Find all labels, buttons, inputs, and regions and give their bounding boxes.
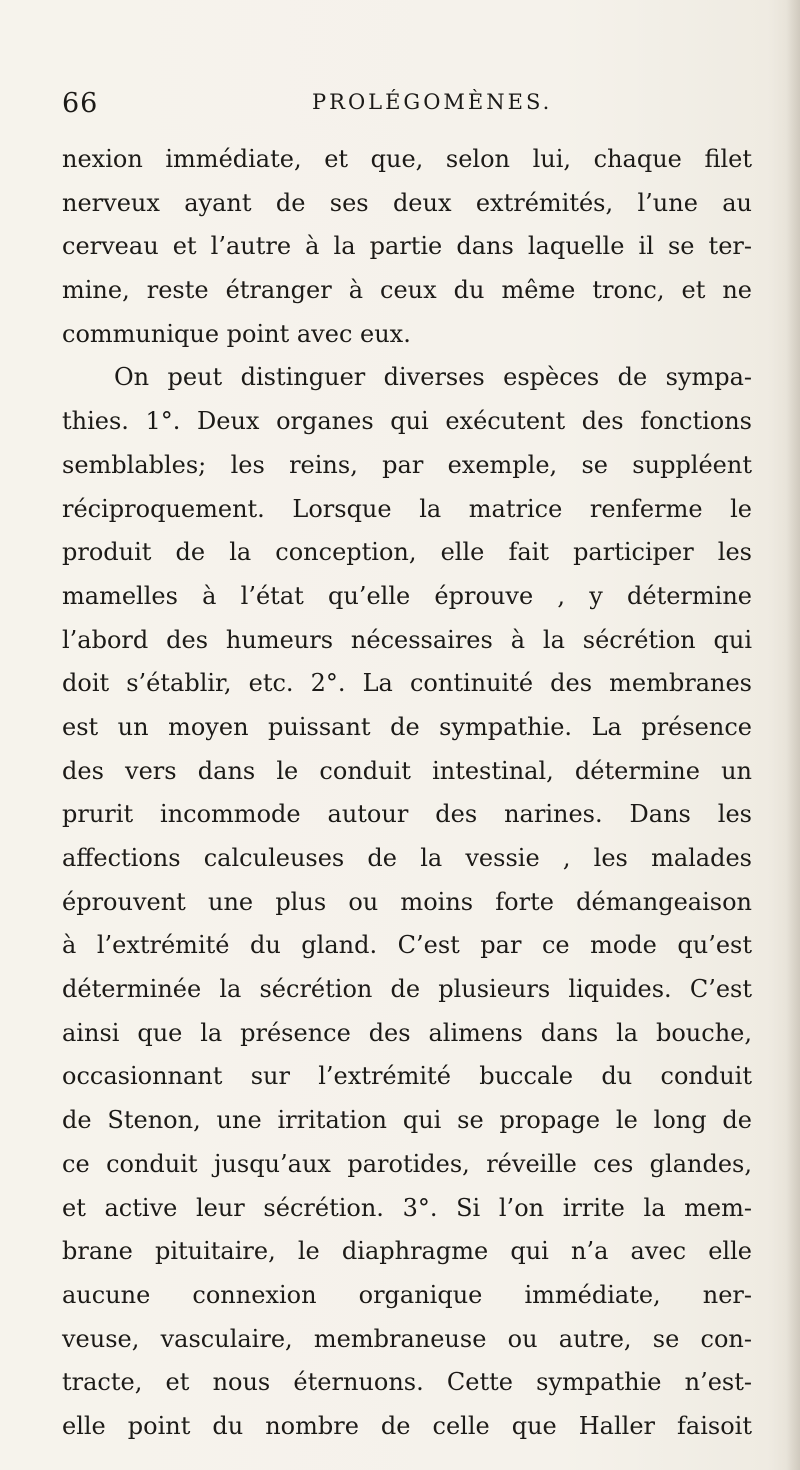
text-line: nerveux ayant de ses deux extrémités, l’une au [62, 188, 752, 217]
text-line: tracte, et nous éternuons. Cette sympathie n’est- [62, 1368, 752, 1397]
text-line: ainsi que la présence des alimens dans la bouche, [62, 1018, 752, 1047]
text-line: produit de la conception, elle fait participer les [62, 538, 752, 567]
text-line: nexion immédiate, et que, selon lui, chaque filet [62, 145, 752, 173]
text-line: de Stenon, une irritation qui se propage le long de [62, 1106, 752, 1135]
text-line: veuse, vasculaire, membraneuse ou autre, se con- [62, 1324, 752, 1353]
text-line: thies. 1°. Deux organes qui exécutent des fonctions [62, 407, 752, 436]
text-line: affections calculeuses de la vessie , les malades [62, 844, 752, 872]
text-line: est un moyen puissant de sympathie. La présence [62, 712, 752, 741]
text-line: et active leur sécrétion. 3°. Si l’on irrite la mem- [62, 1193, 752, 1222]
text-line: prurit incommode autour des narines. Dans les [62, 800, 752, 829]
text-line: ce conduit jusqu’aux parotides, réveille ces glandes, [62, 1149, 752, 1178]
text-line: occasionnant sur l’extrémité buccale du conduit [62, 1062, 752, 1091]
text-line: aucune connexion organique immédiate, ner- [62, 1280, 752, 1309]
text-line: réciproquement. Lorsque la matrice renferme le [62, 494, 752, 523]
page-edge-shadow [786, 0, 800, 1470]
page-header [62, 88, 742, 128]
text-line: brane pituitaire, le diaphragme qui n’a avec elle [62, 1237, 752, 1266]
text-line: elle point du nombre de celle que Haller faisoit [62, 1411, 752, 1440]
text-line: l’abord des humeurs nécessaires à la sécrétion qui [62, 625, 752, 654]
body-text [62, 138, 752, 1449]
text-line: semblables; les reins, par exemple, se suppléent [62, 450, 752, 479]
text-line: à l’extrémité du gland. C’est par ce mode qu’est [62, 931, 752, 960]
text-line: mamelles à l’état qu’elle éprouve , y détermine [62, 581, 752, 610]
text-line: mine, reste étranger à ceux du même tronc, et ne [62, 276, 752, 305]
running-title: PROLÉGOMÈNES. [312, 90, 553, 114]
page-number: 66 [62, 88, 99, 119]
text-line: éprouvent une plus ou moins forte démangeaison [62, 887, 752, 916]
text-line: doit s’établir, etc. 2°. La continuité des membranes [62, 669, 752, 698]
text-line: déterminée la sécrétion de plusieurs liquides. C’est [62, 975, 752, 1004]
text-line: cerveau et l’autre à la partie dans laquelle il se ter- [62, 232, 752, 261]
text-line: communique point avec eux. [62, 319, 411, 348]
text-line: des vers dans le conduit intestinal, détermine un [62, 756, 752, 785]
text-line: On peut distinguer diverses espèces de sympa- [114, 363, 752, 392]
